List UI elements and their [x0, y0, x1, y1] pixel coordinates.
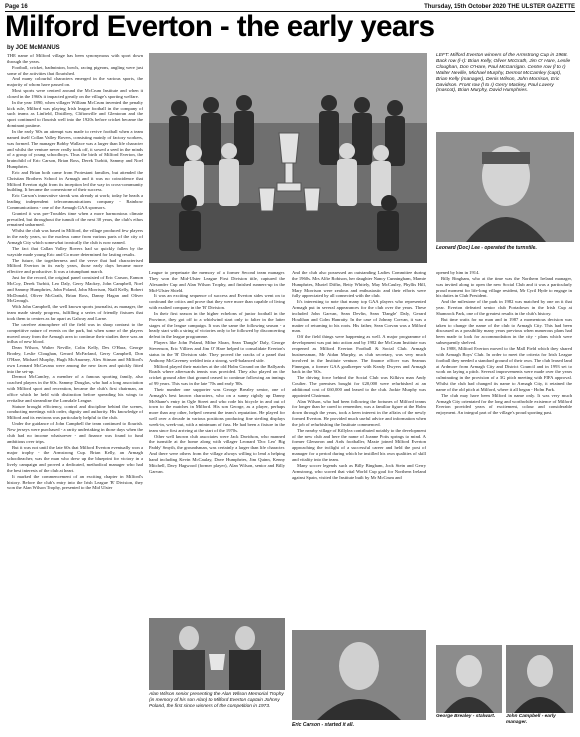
article-paragraph: The future, the togetherness and the verve that had characterised Milford Everton in its early years, those early days became more effective and productive. It was a triumphant march. [7, 257, 143, 275]
article-paragraph: Stature brought efficiency, control and discipline behind the scenes, conducting meetings with order, dignity and authority. His knowledge of Milford and its environs was particularly helpful to the club. [7, 403, 143, 421]
article-paragraph: Many soccer legends such as Billy Bingham, Jock Stein and Gerry Armstrong, who scored that vital World Cup goal for Northern Ireland against Spain, visited the Institute built by Mr McCrum and [292, 462, 426, 480]
article-paragraph: The driving force behind the Social Club was Kilkiva man Andy Coulter. The premises bought for £20,000 were refurbished at an additional cost of £60,000 and leased to the club. Jackie Murphy was appointed Chairman. [292, 375, 426, 398]
team-photo [149, 53, 427, 263]
trophy-presentation-photo [149, 618, 285, 690]
article-paragraph: The fact that Callan Valley Rovers had so quickly fallen by the wayside made young Eric and Co more determined for lasting results. [7, 245, 143, 257]
article-paragraph: Eric Carson's innovative streak was already at work; today he heads a leading independent telecommunications company - Rainbow Communications - one of the Armagh GAA sponsors. [7, 193, 143, 210]
article-paragraph: And many colourful characters emerged in the various sports, the majority of whom have passed on. [7, 76, 143, 88]
eric-carson-photo [292, 630, 426, 720]
article-column-4 [436, 270, 572, 640]
article-paragraph: League to perpetuate the memory of a former Second team manager. They won the Mid-Ulster League First Division title, captured the Alexander Cup and Alan Wilson Trophy, and finished runners-up in the Mid-Ulster Shield. [149, 270, 285, 293]
article-paragraph: In the year 1890, when villager William McCrum invented the penalty kick rule, Milford was playing Irish league football in the company of such teams as Linfield, Distillery, Cliftonville and Glentoran and the sport continued to flourish well into the 1920s before cricket became the dominant pastime. [7, 99, 143, 129]
trophy-caption: Alan Wilson senior presenting the Alan Wilson Memorial Trophy (in memory of his son Alan) to Milford Everton captain Johnny Poland, the first since winners of the competition in 1973. [149, 692, 284, 709]
eric-caption: Eric Carson - started it all. [292, 722, 354, 728]
article-paragraph: The nearby village of Killylea contributed notably to the development of the new club and here the name of Joanne Potts springs to mind. A former Glenavon and Ards footballer, Maxie joined Milford Everton approaching the twilight of a successful career and held the post of manager for a period during which he instilled his own qualities of skill and vitality into the team. [292, 427, 426, 462]
article-paragraph: Dean Wilson, Walter Neville, Colin Kelly, Des O'Hara, George Brodey, Leslie Cloughan, Gerard McFarland, Gerry Campbell, Don O'Hare, Michael Murphy, Hugh McAnarney, Alex Stinson and Milford's own Leonard McCavana were among the new faces and quickly fitted into the set-up. [7, 345, 143, 374]
article-paragraph: Dermot McCamley, a member of a famous sporting family, also coached players in the 60s. Sammy Douglas, who had a long association with Milford sport and recreation, became the club's first chairman, an office which he held with distinction before spreading his wings to revitalise and streamline the Lonsdale League. [7, 374, 143, 403]
article-paragraph: Just for the record, the original panel consisted of Eric Carson, Eamon McCoy, Derek Turbitt, Leo Daly, Gerry Mackey, John Campbell, Noel and Sammy Humphries, John Poland, John Morrison, Niall Kelly, Robert McDonald, Oliver McGrath, Brian Ross, Danny Hagan and Oliver McGeough. [7, 275, 143, 304]
john-campbell-photo [506, 645, 573, 713]
article-paragraph: opened by him in 1914. [436, 270, 480, 275]
article-paragraph: Whilst the club was based in Milford, the village produced few players in the early years, so the nucleus came from various parts of the city of Armagh City which somewhat ironically the club is now named. [7, 228, 143, 245]
article-paragraph: With John Campbell, the well known sports journalist, as manager, the team made steady progress, fulfilling a series of friendly fixtures that took them to centres as far apart as Galway and Larne. [7, 304, 143, 321]
article-paragraph: But time waits for no man and in 1987 a momentous decision was taken to change the name of the club to Armagh City. This had been discussed as a possibility many years previous when numerous plans had been made to look for accommodation in the city - plans which were subsequently shelved. [436, 316, 572, 346]
article-paragraph: It's interesting to note that many top GAA players who represented Armagh put in several appearances for the club over the years. These included John Garvan, Sean Devlin, Sean 'Dangle' Daly, Gerard Houlihan and Colm Hanratty. In the case of Johnny Corvan, it was a matter of returning to his roots. His father, Sean Corvan was a Milford man. [292, 299, 426, 334]
leonard-caption: Leonard (Doc) Lee - operated the turnstile. [436, 245, 537, 251]
article-column-2 [149, 270, 285, 615]
article-paragraph: The club may have been Milford in name only. It was very much Armagh City orientated for the long and worthwhile existence of Milford Everton provided years of excitement, colour and considerable enjoyment. An integral part of the village's proud sporting past. [436, 392, 572, 416]
article-paragraph: Eric and Brian both came from Protestant families, but attended the Christian Brothers School in Armagh and it was no coincidence that Milford Everton right from its inception led the way in cross-community building. It became the cornerstone of their success. [7, 169, 143, 193]
article-paragraph: Other well known club associates were Jack Davidson, who manned the turnstile at the home along with villager Leonard 'Doc Leo' Big Paddy' Smyth, the groundsman, was certainly a larger than life character. And there were others from the village always willing to lend a helping hand including Kevin McCaulay, Dave Humphries, Jim Quinn, Kenny Mitchell, Davy Hagwood (former player), Alan Wilson, senior and Billy Garvan. [149, 433, 285, 474]
article-paragraph: Most sports were centred around the McCrum Institute and when it closed in the 1960s it impacted greatly on the village's sporting welfare. [7, 88, 143, 99]
article-paragraph: THE name of Milford village has been synonymous with sport down through the years. [7, 53, 143, 64]
article-column-3 [292, 270, 426, 626]
george-brealey-photo [436, 645, 502, 713]
article-paragraph: But it was not until the late 60s that Milford Everton eventually won a major trophy - the Armstrong Cup. Brian Kelly, an Armagh schoolteacher, was the man who drew up the blueprint for victory in a lively campaign and proved a dedicated, methodical manager who had the best interests of the club at heart. [7, 444, 143, 473]
article-paragraph: In the early '60s an attempt was made to revive football when a team named itself Collan Valley Rovers, consisting mainly of factory workers, was formed. The manager Bobby Wallace was a larger than life character and whilst the venture never really took off, it sowed a seed in the minds of a group of young schoolboys. Thus the birth of Milford Everton, the brainchild of Eric Carson, Brian Ross, Derek Turbitt, Sammy and Noel Humphries. [7, 128, 143, 170]
dateline: Thursday, 15th October 2020 THE ULSTER GAZETTE [424, 3, 575, 10]
article-paragraph: Under the guidance of John Campbell the team continued to flourish. New jerseys were purchased - a rarity undertaking in those days when the club had no income whatsoever - and finance was found to fund ambitious over trips. [7, 421, 143, 444]
article-paragraph: Alan Wilson, who had been following the fortunes of Milford teams for longer than he cared to remember, was a familiar figure at the Holm down through the years, took a keen interest in the affairs of the newly formed Everton. He provided much useful advice and information when the job of refurbishing the Institute commenced. [292, 398, 426, 427]
article-paragraph: Players like John Poland, Milne Sloan, Sean 'Dangle' Daly, George Stevenson, Eric Villiers and Jim O' Hare helped to consolidate Everton's status in the 'B' Division side. They proved the cracks of a panel that Anthony McCaveney welded into a strong, well-balanced side. [149, 340, 285, 363]
article-column-1 [7, 53, 143, 733]
leonard-photo [436, 132, 574, 242]
article-paragraph: And the milestone of the park in 1982 was matched by one on it that year. Everton defeated senior club Portadown in the Irish Cup at Shamrock Park, one of the greatest results in the club's history. [436, 299, 572, 316]
team-photo-caption: LEFT: Milford Everton winners of the Armstrong Cup in 1968. Back row (l-r): Brian Kelly, Oliver McGrath, Jim O' Hare, Leslie Cloughan, Don O'Hare, Paul McGarrigan. Centre row (l to r) Walter Neville, Michael Murphy, Dermot McCamley (capt), Brian Kelly (manager), Denis Wilson, John Morrison, Eric Davidson. Front row (l to r) Gerry Mackey, Paul Lavery (mascot), Brian Murphy, David Humphries. [436, 53, 571, 94]
article-paragraph: And the club also possessed an outstanding Ladies Committee during the 1960s. Mrs Alfie Robison, her daughter Nancy Cunningham, Mamie Humphries, Muriel Diffin, Betty Whitely, May McCauley, Phyllis Hill, Mary Morrison were zealous and enthusiastic and their efforts were fully appreciated by all connected with the club. [292, 270, 426, 299]
article-paragraph: Billy Bingham, who at the time was the Northern Ireland manager, was invited along to open the new Social Club and it was a particularly proud moment for life-long village resident, Mr Cyril Hyde to engage in his duties in Club President. [436, 275, 572, 299]
article-paragraph: It was an exciting sequence of success and Everton sides went on to confound the critics and prove that they were more than capable of living with exalted company in the 'B' Division. [149, 293, 285, 311]
john-caption: John Campbell - early manager. [506, 714, 556, 725]
article-paragraph: The carefree atmosphere off the field was in sharp contrast to the competitive nature of events on the park, but when some of the players moved away from the Armagh area to continue their studies there was an influx of new blood. [7, 321, 143, 345]
article-paragraph: It marked the commencement of an exciting chapter in Milford's history. Before the club's entry into the Irish League 'B' Division, they won the Alan Wilson Trophy, presented to the Mid Ulster [7, 473, 143, 491]
article-paragraph: Milford played their matches at the old Holm Ground on the Ballyards Roads where afterwards tennis was provided. They also played on the cricket ground after that ground ceased to continue following an innings of 99 years. This was in the late '70s and early '80s. [149, 363, 285, 387]
george-caption: George Brealey - stalwart. [436, 714, 496, 719]
page-number: Page 16 [5, 3, 28, 10]
article-paragraph: In their first season in the higher echelons of junior football in the Province, they got off to a whirlwind start only to falter in the latter stages of the league campaign. It was the same the following season - a heady start with a string of victories only to be followed by disconcerting defeat in the league programme. [149, 310, 285, 340]
article-paragraph: Their number one supporter was George Brealey senior, one of Armagh's best known characters, who on a sunny rightly up Danny McShane's entry in Ogle Street and who rode his bicycle in and out of town to the matches in Milford. His son George, as a player, perhaps more than any other, helped cement the team's reputation. He played for well over a decade in various positions producing fine sterling displays week-in, week-out, with a minimum of fuss. He had been a fixture in the team since first arriving at the start of the 1970s. [149, 386, 285, 433]
byline: by JOE McMANUS [7, 45, 60, 51]
article-paragraph: In 1988, Milford Everton moved to the Mall Field which they shared with Armagh Boys' Club. In order to meet the criteria for Irish League football they needed a standard ground of their own. The club leased land at Ardmore from Armagh City and District Council and in 1993 set to work on laying a pitch. Several improvements were made over the years culminating in the provision of a 3G pitch meeting with FIFA approval. Whilst the club had changed its name to Armagh City, it retained the name of the old pitch at Milford, where it all began - Holm Park. [436, 345, 572, 392]
article-paragraph: Off the field things were happening as well. A major programme of development was put into action and by 1982 the McCrum Institute was reopened as Milford Everton Football & Social Club. Armagh businessman, Mr Aidan Murphy, as club secretary, was very much involved in the Institute venture. The finance officer was Seamus Finnegan, a former GAA goalkeeper with Keady Dwyers and Armagh back in the '60s. [292, 334, 426, 375]
article-paragraph: Granted it was pre-Troubles time when a more harmonious climate prevailed, but throughout the tumult of the next 30 years, the club's ethos remained unharmed. [7, 210, 143, 228]
headline: Milford Everton - the early years [5, 10, 435, 43]
article-paragraph: Football, cricket, badminton, bowls, racing pigeons, angling were just some of the activities that flourished. [7, 64, 143, 76]
